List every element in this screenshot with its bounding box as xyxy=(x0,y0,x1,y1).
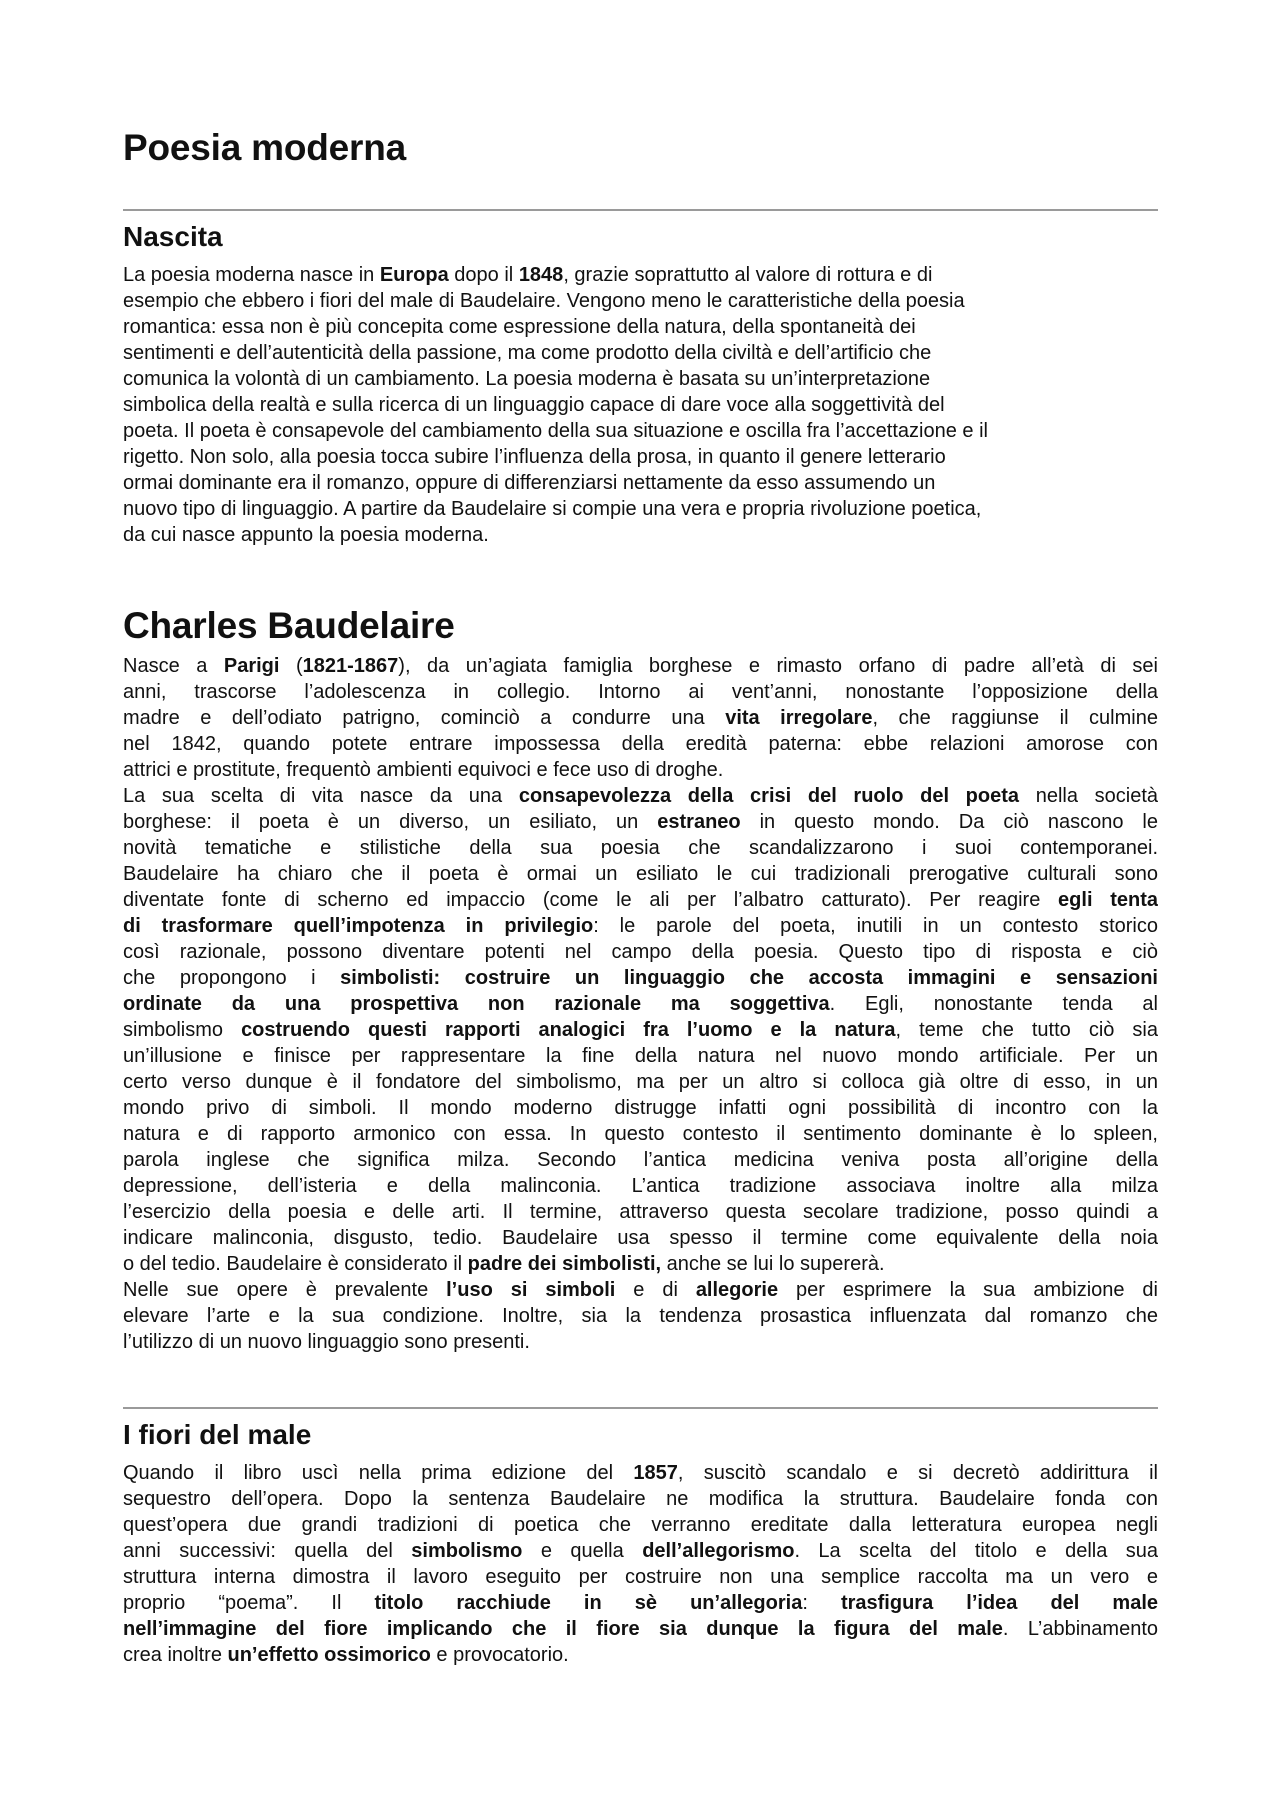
bold-text: egli tenta xyxy=(1058,889,1158,911)
text-line xyxy=(123,757,1158,783)
bold-text: 1821-1867 xyxy=(302,655,399,677)
text-run: dopo il xyxy=(448,264,519,286)
text-line xyxy=(123,861,1158,887)
bold-text: consapevolezza della crisi del ruolo del poeta xyxy=(518,785,1020,807)
text-line xyxy=(123,1329,1158,1355)
text-run: quest’opera due grandi tradizioni di poetica che verranno ereditate dalla letteratura europea negli xyxy=(123,1514,1158,1536)
text-run: parola inglese che significa milza. Secondo l’antica medicina veniva posta all’origine della xyxy=(123,1149,1158,1171)
text-run: l’utilizzo di un nuovo linguaggio sono presenti. xyxy=(123,1331,530,1353)
text-run: simbolica della realtà e sulla ricerca di un linguaggio capace di dare voce alla soggettività del xyxy=(123,394,945,416)
paragraph-fiori-del-male xyxy=(123,1460,1158,1668)
text-run: Nelle sue opere è prevalente xyxy=(123,1279,447,1301)
text-run: elevare l’arte e la sua condizione. Inoltre, sia la tendenza prosastica influenzata dal romanzo che xyxy=(123,1305,1158,1327)
text-line xyxy=(123,1121,1158,1147)
text-line xyxy=(123,1460,1158,1486)
text-run: Nasce a xyxy=(123,655,224,677)
bold-text: un’effetto ossimorico xyxy=(227,1644,431,1666)
text-run: certo verso dunque è il fondatore del simbolismo, ma per un altro si colloca già oltre di esso, in un xyxy=(123,1071,1158,1093)
section-heading-nascita: Nascita xyxy=(123,221,223,252)
text-line xyxy=(123,887,1158,913)
text-run: : le parole del poeta, inutili in un contesto storico xyxy=(593,915,1158,937)
text-line xyxy=(123,1564,1158,1590)
text-line xyxy=(123,1017,1158,1043)
text-line xyxy=(123,731,1158,757)
bold-text: di trasformare quell’impotenza in privilegio xyxy=(123,915,594,937)
text-run: anni, trascorse l’adolescenza in collegio. Intorno ai vent’anni, nonostante l’opposizione della xyxy=(123,681,1158,703)
text-line xyxy=(123,991,1158,1017)
text-line xyxy=(123,1225,1158,1251)
text-run: natura e di rapporto armonico con essa. In questo contesto il sentimento dominante è lo spleen, xyxy=(123,1123,1158,1145)
text-line xyxy=(123,1277,1158,1303)
page-title: Poesia moderna xyxy=(123,127,407,168)
text-run: esempio che ebbero i fiori del male di Baudelaire. Vengono meno le caratteristiche della poesia xyxy=(123,290,965,312)
bold-text: trasfigura l’idea del male xyxy=(840,1592,1158,1614)
paragraph-nascita xyxy=(123,262,1158,548)
bold-text: dell’allegorismo xyxy=(642,1540,795,1562)
text-run: un’illusione e finisce per rappresentare la fine della natura nel nuovo mondo artificiale. Per un xyxy=(123,1045,1158,1067)
text-run: crea inoltre xyxy=(123,1644,228,1666)
text-line xyxy=(123,288,1158,314)
text-run: ), da un’agiata famiglia borghese e rimasto orfano di padre all’età di sei xyxy=(398,655,1158,677)
section-divider xyxy=(123,209,1158,211)
text-run: ( xyxy=(279,655,303,677)
text-run: attrici e prostitute, frequentò ambienti equivoci e fece uso di droghe. xyxy=(123,759,724,781)
text-line xyxy=(123,835,1158,861)
text-run: e quella xyxy=(522,1540,643,1562)
text-run: diventate fonte di scherno ed impaccio (come le ali per l’albatro catturato). Per reagire xyxy=(123,889,1059,911)
paragraph-baudelaire xyxy=(123,653,1158,1355)
text-line xyxy=(123,1251,1158,1277)
text-line xyxy=(123,965,1158,991)
text-line xyxy=(123,496,1158,522)
text-line xyxy=(123,314,1158,340)
text-line xyxy=(123,1642,1158,1668)
text-run: anche se lui lo supererà. xyxy=(661,1253,885,1275)
text-run: La poesia moderna nasce in xyxy=(123,264,380,286)
text-run: e provocatorio. xyxy=(430,1644,569,1666)
bold-text: Europa xyxy=(379,264,449,286)
text-line xyxy=(123,1173,1158,1199)
text-run: simbolismo xyxy=(123,1019,242,1041)
bold-text: simbolisti: costruire un linguaggio che accosta immagini e sensazioni xyxy=(340,967,1158,989)
text-run: sentimenti e dell’autenticità della passione, ma come prodotto della civiltà e dell’artificio che xyxy=(123,342,932,364)
text-line xyxy=(123,1590,1158,1616)
text-run: ormai dominante era il romanzo, oppure di differenziarsi nettamente da esso assumendo un xyxy=(123,472,936,494)
text-run: struttura interna dimostra il lavoro eseguito per costruire non una semplice raccolta ma un vero e xyxy=(123,1566,1158,1588)
text-line xyxy=(123,1043,1158,1069)
text-run: in questo mondo. Da ciò nascono le xyxy=(740,811,1158,833)
text-line xyxy=(123,809,1158,835)
text-run: e di xyxy=(615,1279,696,1301)
text-run: Baudelaire ha chiaro che il poeta è ormai un esiliato le cui tradizionali prerogative culturali sono xyxy=(123,863,1158,885)
text-run: nel 1842, quando potete entrare impossessa della eredità paterna: ebbe relazioni amorose con xyxy=(123,733,1158,755)
text-run: rigetto. Non solo, alla poesia tocca subire l’influenza della prosa, in quanto il genere letterario xyxy=(123,446,946,468)
text-run: proprio “poema”. Il xyxy=(123,1592,375,1614)
section-heading-baudelaire: Charles Baudelaire xyxy=(123,605,455,646)
text-line xyxy=(123,392,1158,418)
bold-text: estraneo xyxy=(657,811,741,833)
text-run: che propongono i xyxy=(123,967,341,989)
text-run: novità tematiche e stilistiche della sua poesia che scandalizzarono i suoi contemporanei. xyxy=(123,837,1158,859)
text-run: mondo privo di simboli. Il mondo moderno distrugge infatti ogni possibilità di incontro con la xyxy=(123,1097,1158,1119)
text-run: o del tedio. Baudelaire è considerato il xyxy=(123,1253,468,1275)
text-run: l’esercizio della poesia e delle arti. Il termine, attraverso questa secolare tradizione, posso quindi a xyxy=(123,1201,1158,1223)
text-run: . La scelta del titolo e della sua xyxy=(794,1540,1158,1562)
text-run: così razionale, possono diventare potenti nel campo della poesia. Questo tipo di risposta e ciò xyxy=(123,941,1158,963)
text-line xyxy=(123,1069,1158,1095)
text-run: comunica la volontà di un cambiamento. La poesia moderna è basata su un’interpretazione xyxy=(123,368,931,390)
text-run: madre e dell’odiato patrigno, cominciò a condurre una xyxy=(123,707,726,729)
text-line xyxy=(123,913,1158,939)
text-run: , suscitò scandalo e si decretò addirittura il xyxy=(677,1462,1158,1484)
text-run: : xyxy=(802,1592,841,1614)
text-line xyxy=(123,444,1158,470)
text-run: . L’abbinamento xyxy=(1002,1618,1158,1640)
bold-text: Parigi xyxy=(223,655,280,677)
text-line xyxy=(123,1538,1158,1564)
text-run: poeta. Il poeta è consapevole del cambiamento della sua situazione e oscilla fra l’accettazione e il xyxy=(123,420,988,442)
text-run: per esprimere la sua ambizione di xyxy=(778,1279,1158,1301)
text-line xyxy=(123,653,1158,679)
text-line xyxy=(123,340,1158,366)
text-run: , grazie soprattutto al valore di rottura e di xyxy=(563,264,933,286)
text-run: borghese: il poeta è un diverso, un esiliato, un xyxy=(123,811,658,833)
text-run: , teme che tutto ciò sia xyxy=(895,1019,1158,1041)
bold-text: vita irregolare xyxy=(725,707,873,729)
text-line xyxy=(123,418,1158,444)
bold-text: costruendo questi rapporti analogici fra l’uomo e la natura xyxy=(241,1019,896,1041)
text-line xyxy=(123,262,1158,288)
text-line xyxy=(123,679,1158,705)
bold-text: ordinate da una prospettiva non razionale ma soggettiva xyxy=(123,993,830,1015)
section-divider xyxy=(123,1407,1158,1409)
text-line xyxy=(123,1486,1158,1512)
text-line xyxy=(123,470,1158,496)
text-line xyxy=(123,1199,1158,1225)
bold-text: 1848 xyxy=(518,264,564,286)
text-run: sequestro dell’opera. Dopo la sentenza Baudelaire ne modifica la struttura. Baudelaire fonda con xyxy=(123,1488,1158,1510)
text-line xyxy=(123,1147,1158,1173)
text-line xyxy=(123,1616,1158,1642)
text-line xyxy=(123,705,1158,731)
text-run: . Egli, nonostante tenda al xyxy=(829,993,1158,1015)
section-heading-fiori-del-male: I fiori del male xyxy=(123,1419,312,1450)
bold-text: titolo racchiude in sè un’allegoria xyxy=(374,1592,803,1614)
text-run: Quando il libro uscì nella prima edizione del xyxy=(123,1462,634,1484)
bold-text: simbolismo xyxy=(411,1540,523,1562)
text-run: romantica: essa non è più concepita come espressione della natura, della spontaneità dei xyxy=(123,316,916,338)
text-run: anni successivi: quella del xyxy=(123,1540,412,1562)
text-run: indicare malinconia, disgusto, tedio. Baudelaire usa spesso il termine come equivalente della noia xyxy=(123,1227,1158,1249)
text-run: , che raggiunse il culmine xyxy=(872,707,1158,729)
text-run: La sua scelta di vita nasce da una xyxy=(123,785,519,807)
text-line xyxy=(123,1095,1158,1121)
text-line xyxy=(123,783,1158,809)
bold-text: padre dei simbolisti, xyxy=(467,1253,662,1275)
bold-text: l’uso si simboli xyxy=(446,1279,616,1301)
text-line xyxy=(123,366,1158,392)
text-line xyxy=(123,939,1158,965)
text-run: nuovo tipo di linguaggio. A partire da Baudelaire si compie una vera e propria rivoluzione poetica, xyxy=(123,498,982,520)
text-line xyxy=(123,1512,1158,1538)
bold-text: 1857 xyxy=(633,1462,678,1484)
text-line xyxy=(123,522,1158,548)
text-line xyxy=(123,1303,1158,1329)
text-run: nella società xyxy=(1019,785,1158,807)
bold-text: allegorie xyxy=(695,1279,779,1301)
text-run: da cui nasce appunto la poesia moderna. xyxy=(123,524,489,546)
bold-text: nell’immagine del fiore implicando che il fiore sia dunque la figura del male xyxy=(123,1618,1003,1640)
text-run: depressione, dell’isteria e della malinconia. L’antica tradizione associava inoltre alla milza xyxy=(123,1175,1158,1197)
